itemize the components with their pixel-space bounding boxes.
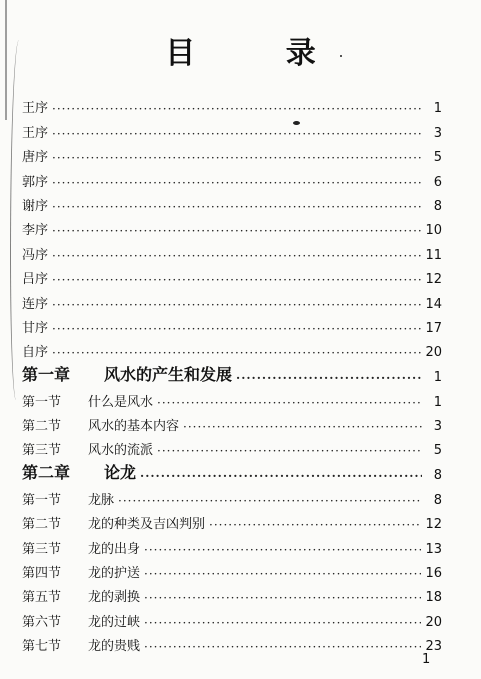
entry-page-number: 18 <box>425 590 442 606</box>
dot-leader <box>236 371 422 385</box>
toc-entry-preface <box>22 190 442 214</box>
section-number: 第二节 <box>22 419 62 435</box>
entry-label: 自序 <box>22 345 49 361</box>
entry-page-number: 1 <box>433 101 442 117</box>
toc-entry-preface <box>22 141 442 165</box>
toc-entry-title <box>22 293 48 312</box>
entry-page-number: 17 <box>425 320 442 336</box>
entry-page-number: 11 <box>425 247 442 263</box>
dot-leader <box>144 640 421 654</box>
dot-leader <box>52 102 422 116</box>
entry-page-number: 5 <box>433 150 442 166</box>
dot-leader <box>140 469 422 483</box>
section-number: 第三节 <box>22 443 62 459</box>
entry-page-number: 12 <box>425 272 442 288</box>
section-number: 第一节 <box>22 492 62 508</box>
section-number: 第五节 <box>22 590 62 606</box>
dot-leader <box>52 322 421 336</box>
toc-entry-title <box>22 317 48 336</box>
page-number: 1 <box>422 652 431 667</box>
toc-entry-section <box>22 532 442 556</box>
toc-entry-title <box>22 268 48 287</box>
entry-page-number: 1 <box>433 370 442 386</box>
toc-entry-section <box>22 630 442 654</box>
entry-page-number: 12 <box>425 517 442 533</box>
section-number: 第六节 <box>22 614 62 630</box>
dot-leader <box>52 200 422 214</box>
section-number: 第七节 <box>22 639 62 655</box>
entry-label: 龙脉 <box>88 492 115 508</box>
dot-leader <box>52 127 422 141</box>
page-title: 目 录 <box>165 36 356 71</box>
dot-leader <box>144 543 421 557</box>
toc-entry-title <box>22 341 48 360</box>
entry-label: 王序 <box>22 125 49 141</box>
toc-entry-title <box>22 122 48 141</box>
toc-entry-title <box>22 611 140 630</box>
entry-label: 龙的出身 <box>88 541 141 557</box>
entry-label: 龙的贵贱 <box>88 639 141 655</box>
entry-label: 王序 <box>22 101 49 117</box>
entry-page-number: 1 <box>433 394 442 410</box>
toc-entry-title <box>22 489 114 508</box>
toc-entry-section <box>22 557 442 581</box>
toc-entry-chapter <box>22 360 442 385</box>
section-number: 第三节 <box>22 541 62 557</box>
entry-page-number: 14 <box>425 296 442 312</box>
dot-leader <box>52 151 422 165</box>
entry-label: 风水的基本内容 <box>88 419 180 435</box>
entry-label: 什么是风水 <box>88 394 154 410</box>
toc-entry-section <box>22 434 442 458</box>
toc-entry-title <box>22 244 48 263</box>
entry-label: 连序 <box>22 296 49 312</box>
dot-leader <box>144 567 421 581</box>
toc-entry-preface <box>22 336 442 360</box>
toc-entry-title <box>22 146 48 165</box>
toc-entry-title <box>22 439 153 458</box>
entry-label: 龙的护送 <box>88 566 141 582</box>
entry-page-number: 8 <box>433 198 442 214</box>
entry-page-number: 3 <box>433 125 442 141</box>
dot-leader <box>209 518 421 532</box>
entry-page-number: 8 <box>433 468 442 484</box>
chapter-number: 第一章 <box>22 365 71 385</box>
entry-label: 谢序 <box>22 198 49 214</box>
dot-leader <box>52 176 422 190</box>
toc-entry-chapter <box>22 458 442 483</box>
entry-label: 唐序 <box>22 150 49 166</box>
toc-entry-title <box>22 362 232 385</box>
toc-entry-section <box>22 410 442 434</box>
entry-label: 风水的产生和发展 <box>104 365 233 385</box>
entry-page-number: 5 <box>433 443 442 459</box>
toc-entry-title <box>22 171 48 190</box>
entry-label: 龙的种类及吉凶判别 <box>88 517 206 533</box>
toc-entry-title <box>22 635 140 654</box>
entry-label: 论龙 <box>104 463 137 483</box>
section-number: 第一节 <box>22 394 62 410</box>
toc-entry-title <box>22 97 48 116</box>
section-number: 第四节 <box>22 566 62 582</box>
toc-entry-preface <box>22 287 442 311</box>
dot-leader <box>52 346 421 360</box>
dot-leader <box>157 396 422 410</box>
toc-entry-preface <box>22 92 442 116</box>
toc-entry-section <box>22 508 442 532</box>
dot-leader <box>52 249 421 263</box>
entry-page-number: 6 <box>433 174 442 190</box>
toc-entry-title <box>22 562 140 581</box>
entry-page-number: 23 <box>425 639 442 655</box>
entry-page-number: 16 <box>425 566 442 582</box>
entry-page-number: 20 <box>425 614 442 630</box>
dot-leader <box>52 224 421 238</box>
toc-entry-title <box>22 538 140 557</box>
toc-entry-preface <box>22 165 442 189</box>
dot-leader <box>52 273 421 287</box>
toc-entry-section <box>22 483 442 507</box>
toc-entry-title <box>22 391 153 410</box>
entry-page-number: 3 <box>433 419 442 435</box>
table-of-contents <box>22 92 442 654</box>
entry-label: 甘序 <box>22 320 49 336</box>
entry-label: 冯序 <box>22 247 49 263</box>
dot-leader <box>118 494 422 508</box>
entry-label: 风水的流派 <box>88 443 154 459</box>
toc-entry-preface <box>22 214 442 238</box>
toc-entry-section <box>22 581 442 605</box>
toc-entry-title <box>22 513 205 532</box>
chapter-number: 第二章 <box>22 463 71 483</box>
toc-entry-preface <box>22 263 442 287</box>
entry-page-number: 13 <box>425 541 442 557</box>
entry-page-number: 8 <box>433 492 442 508</box>
toc-entry-preface <box>22 238 442 262</box>
entry-label: 龙的过峡 <box>88 614 141 630</box>
entry-page-number: 10 <box>425 223 442 239</box>
toc-entry-title <box>22 460 136 483</box>
dot-leader <box>144 591 421 605</box>
entry-label: 李序 <box>22 223 49 239</box>
toc-entry-title <box>22 195 48 214</box>
toc-entry-title <box>22 415 179 434</box>
dot-leader <box>52 298 421 312</box>
toc-entry-title <box>22 219 48 238</box>
toc-entry-section <box>22 385 442 409</box>
section-number: 第二节 <box>22 517 62 533</box>
toc-entry-preface <box>22 116 442 140</box>
dot-leader <box>144 616 421 630</box>
dot-leader <box>157 444 422 458</box>
entry-label: 郭序 <box>22 174 49 190</box>
entry-page-number: 20 <box>425 345 442 361</box>
toc-entry-preface <box>22 312 442 336</box>
toc-entry-section <box>22 605 442 629</box>
entry-label: 吕序 <box>22 272 49 288</box>
entry-label: 龙的剥换 <box>88 590 141 606</box>
toc-entry-title <box>22 586 140 605</box>
dot-leader <box>183 420 422 434</box>
